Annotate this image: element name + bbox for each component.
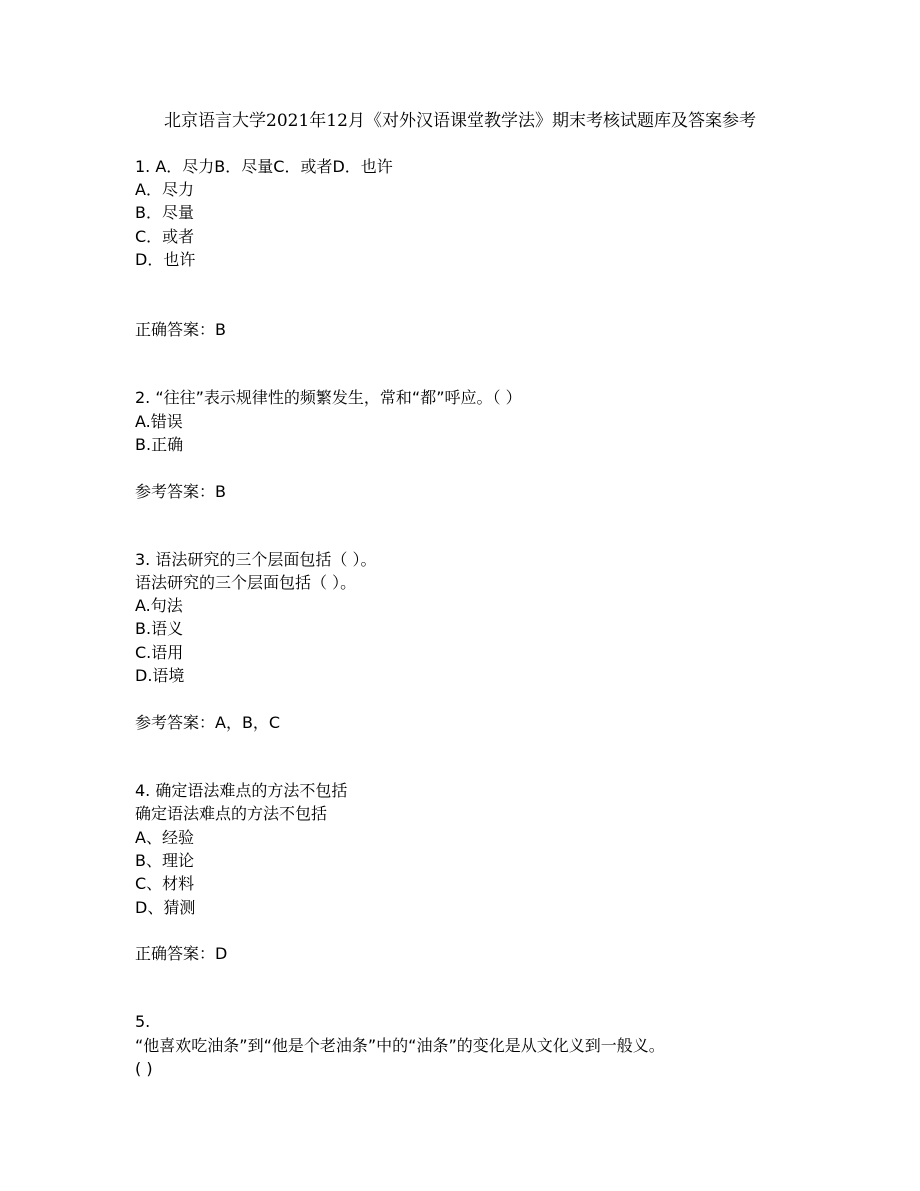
- question-2-stem: 2. “往往”表示规律性的频繁发生，常和“都”呼应。（ ）: [135, 388, 522, 407]
- question-1-option-b: B．尽量: [135, 203, 194, 222]
- question-2-option-b: B.正确: [135, 435, 184, 454]
- question-2-answer: 参考答案：B: [135, 482, 226, 501]
- question-4-stem-repeat: 确定语法难点的方法不包括: [135, 804, 328, 823]
- question-1-answer: 正确答案：B: [135, 320, 226, 339]
- question-3-option-b: B.语义: [135, 619, 184, 638]
- question-5-number: 5.: [135, 1012, 151, 1031]
- question-2-option-a: A.错误: [135, 412, 183, 431]
- question-4-option-b: B、理论: [135, 851, 194, 870]
- question-4-answer: 正确答案：D: [135, 944, 228, 963]
- question-1-stem: 1. A．尽力B．尽量C．或者D．也许: [135, 157, 393, 176]
- question-4-option-c: C、材料: [135, 874, 195, 893]
- question-3-option-d: D.语境: [135, 666, 185, 685]
- question-5-stem-paren: ( ): [135, 1059, 153, 1078]
- question-3-option-a: A.句法: [135, 596, 183, 615]
- question-1-option-d: D．也许: [135, 250, 196, 269]
- question-1-option-a: A．尽力: [135, 180, 194, 199]
- question-4-option-a: A、经验: [135, 828, 194, 847]
- question-3-stem-repeat: 语法研究的三个层面包括（ ）。: [135, 573, 357, 592]
- question-3-option-c: C.语用: [135, 643, 184, 662]
- question-3-stem: 3. 语法研究的三个层面包括（ ）。: [135, 550, 377, 569]
- question-4-stem: 4. 确定语法难点的方法不包括: [135, 781, 348, 800]
- question-1-option-c: C．或者: [135, 227, 195, 246]
- question-3-answer: 参考答案：A，B，C: [135, 713, 281, 732]
- question-5-stem: “他喜欢吃油条”到“他是个老油条”中的“油条”的变化是从文化义到一般义。: [135, 1036, 665, 1055]
- question-4-option-d: D、猜测: [135, 898, 196, 917]
- page-title: 北京语言大学2021年12月《对外汉语课堂教学法》期末考核试题库及答案参考: [164, 111, 756, 131]
